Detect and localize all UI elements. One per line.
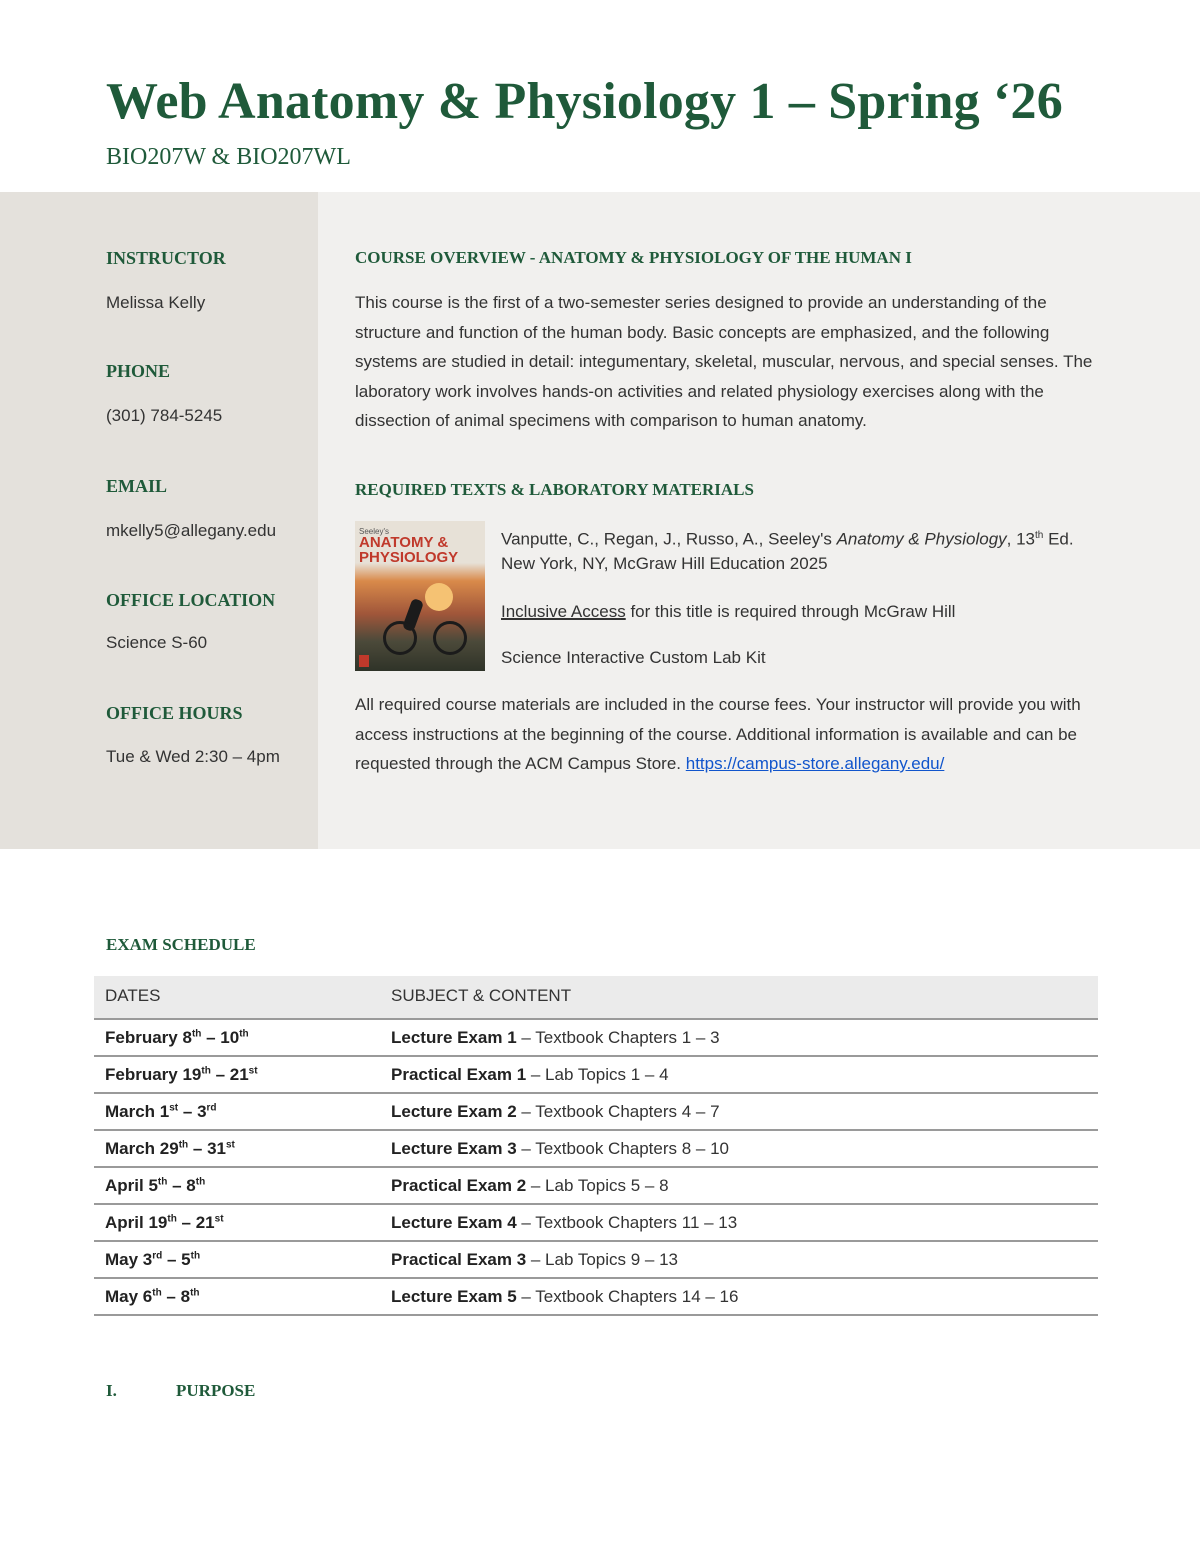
table-row: [94, 1242, 1098, 1279]
bike-wheel-graphic: [433, 621, 467, 655]
office-location-label: OFFICE LOCATION: [106, 590, 276, 610]
col-subject: SUBJECT & CONTENT: [391, 986, 572, 1005]
table-row: [94, 1094, 1098, 1131]
table-header: [94, 976, 1098, 1020]
materials-heading: REQUIRED TEXTS & LABORATORY MATERIALS: [355, 480, 754, 499]
exam-date: March 1st – 3rd: [105, 1102, 217, 1121]
exam-date: May 6th – 8th: [105, 1287, 200, 1306]
email-label: EMAIL: [106, 476, 168, 496]
inclusive-access-link[interactable]: Inclusive Access: [501, 602, 626, 621]
fees-text: All required course materials are included in the course fees. Your instructor will provide you with access instructions at the beginning of the course. Additional information is available and can be requested through the ACM Campus Store. https://campus-store.allegany.edu/: [355, 695, 1081, 773]
exam-subject: Lecture Exam 5 – Textbook Chapters 14 – 16: [391, 1287, 739, 1306]
email-value: mkelly5@allegany.edu: [106, 521, 277, 540]
exam-subject: Practical Exam 2 – Lab Topics 5 – 8: [391, 1176, 669, 1195]
page-title: Web Anatomy & Physiology 1 – Spring ‘26: [106, 73, 1063, 130]
exam-date: March 29th – 31st: [105, 1139, 235, 1158]
exam-date: February 8th – 10th: [105, 1028, 249, 1047]
exam-subject: Lecture Exam 1 – Textbook Chapters 1 – 3: [391, 1028, 720, 1047]
exam-subject: Lecture Exam 3 – Textbook Chapters 8 – 10: [391, 1139, 730, 1158]
campus-store-link[interactable]: https://campus-store.allegany.edu/: [685, 754, 945, 773]
office-location-value: Science S-60: [106, 633, 208, 652]
exam-subject: Practical Exam 1 – Lab Topics 1 – 4: [391, 1065, 669, 1084]
sun-graphic: [425, 583, 453, 611]
exam-schedule-table: [94, 976, 1098, 1316]
table-row: [94, 1279, 1098, 1316]
exam-subject: Practical Exam 3 – Lab Topics 9 – 13: [391, 1250, 679, 1269]
office-hours-label: OFFICE HOURS: [106, 703, 243, 723]
publisher-logo-icon: [359, 655, 369, 667]
lab-kit: Science Interactive Custom Lab Kit: [501, 648, 766, 667]
exam-subject: Lecture Exam 4 – Textbook Chapters 11 – 13: [391, 1213, 738, 1232]
exam-date: February 19th – 21st: [105, 1065, 258, 1084]
book-cover-title: ANATOMY & PHYSIOLOGY: [359, 534, 459, 566]
purpose-heading: PURPOSE: [176, 1381, 256, 1400]
table-row: [94, 1057, 1098, 1094]
office-hours-value: Tue & Wed 2:30 – 4pm: [106, 747, 280, 766]
textbook-cover-image: [355, 521, 485, 671]
textbook-citation: Vanputte, C., Regan, J., Russo, A., Seeley's Anatomy & Physiology, 13th Ed.: [501, 529, 1074, 549]
exam-date: May 3rd – 5th: [105, 1250, 201, 1269]
col-dates: DATES: [105, 986, 161, 1005]
exam-schedule-heading: EXAM SCHEDULE: [106, 935, 256, 954]
info-band: [0, 192, 1200, 849]
exam-date: April 19th – 21st: [105, 1213, 224, 1232]
book-cover-brand: Seeley's: [359, 527, 389, 536]
table-row: [94, 1020, 1098, 1057]
instructor-sidebar: [0, 192, 318, 849]
instructor-name: Melissa Kelly: [106, 293, 206, 312]
inclusive-access-note: Inclusive Access for this title is required through McGraw Hill: [501, 602, 956, 621]
textbook-publisher: New York, NY, McGraw Hill Education 2025: [501, 554, 828, 573]
overview-heading: COURSE OVERVIEW - ANATOMY & PHYSIOLOGY OF THE HUMAN I: [355, 248, 912, 267]
bike-wheel-graphic: [383, 621, 417, 655]
purpose-number: I.: [106, 1381, 117, 1400]
course-codes: BIO207W & BIO207WL: [106, 144, 351, 170]
overview-text: This course is the first of a two-semester series designed to provide an understanding of the structure and function of the human body. Basic concepts are emphasized, and the following systems are studied in detail: integumentary, skeletal, muscular, nervous, and special senses. The laboratory work involves hands-on activities and related physiology exercises along with the dissection of animal specimens with comparison to human anatomy.: [355, 293, 1093, 430]
table-row: [94, 1168, 1098, 1205]
phone-label: PHONE: [106, 361, 171, 381]
exam-subject: Lecture Exam 2 – Textbook Chapters 4 – 7: [391, 1102, 720, 1121]
table-row: [94, 1205, 1098, 1242]
phone-value: (301) 784-5245: [106, 406, 223, 425]
exam-date: April 5th – 8th: [105, 1176, 206, 1195]
table-row: [94, 1131, 1098, 1168]
instructor-label: INSTRUCTOR: [106, 248, 226, 268]
